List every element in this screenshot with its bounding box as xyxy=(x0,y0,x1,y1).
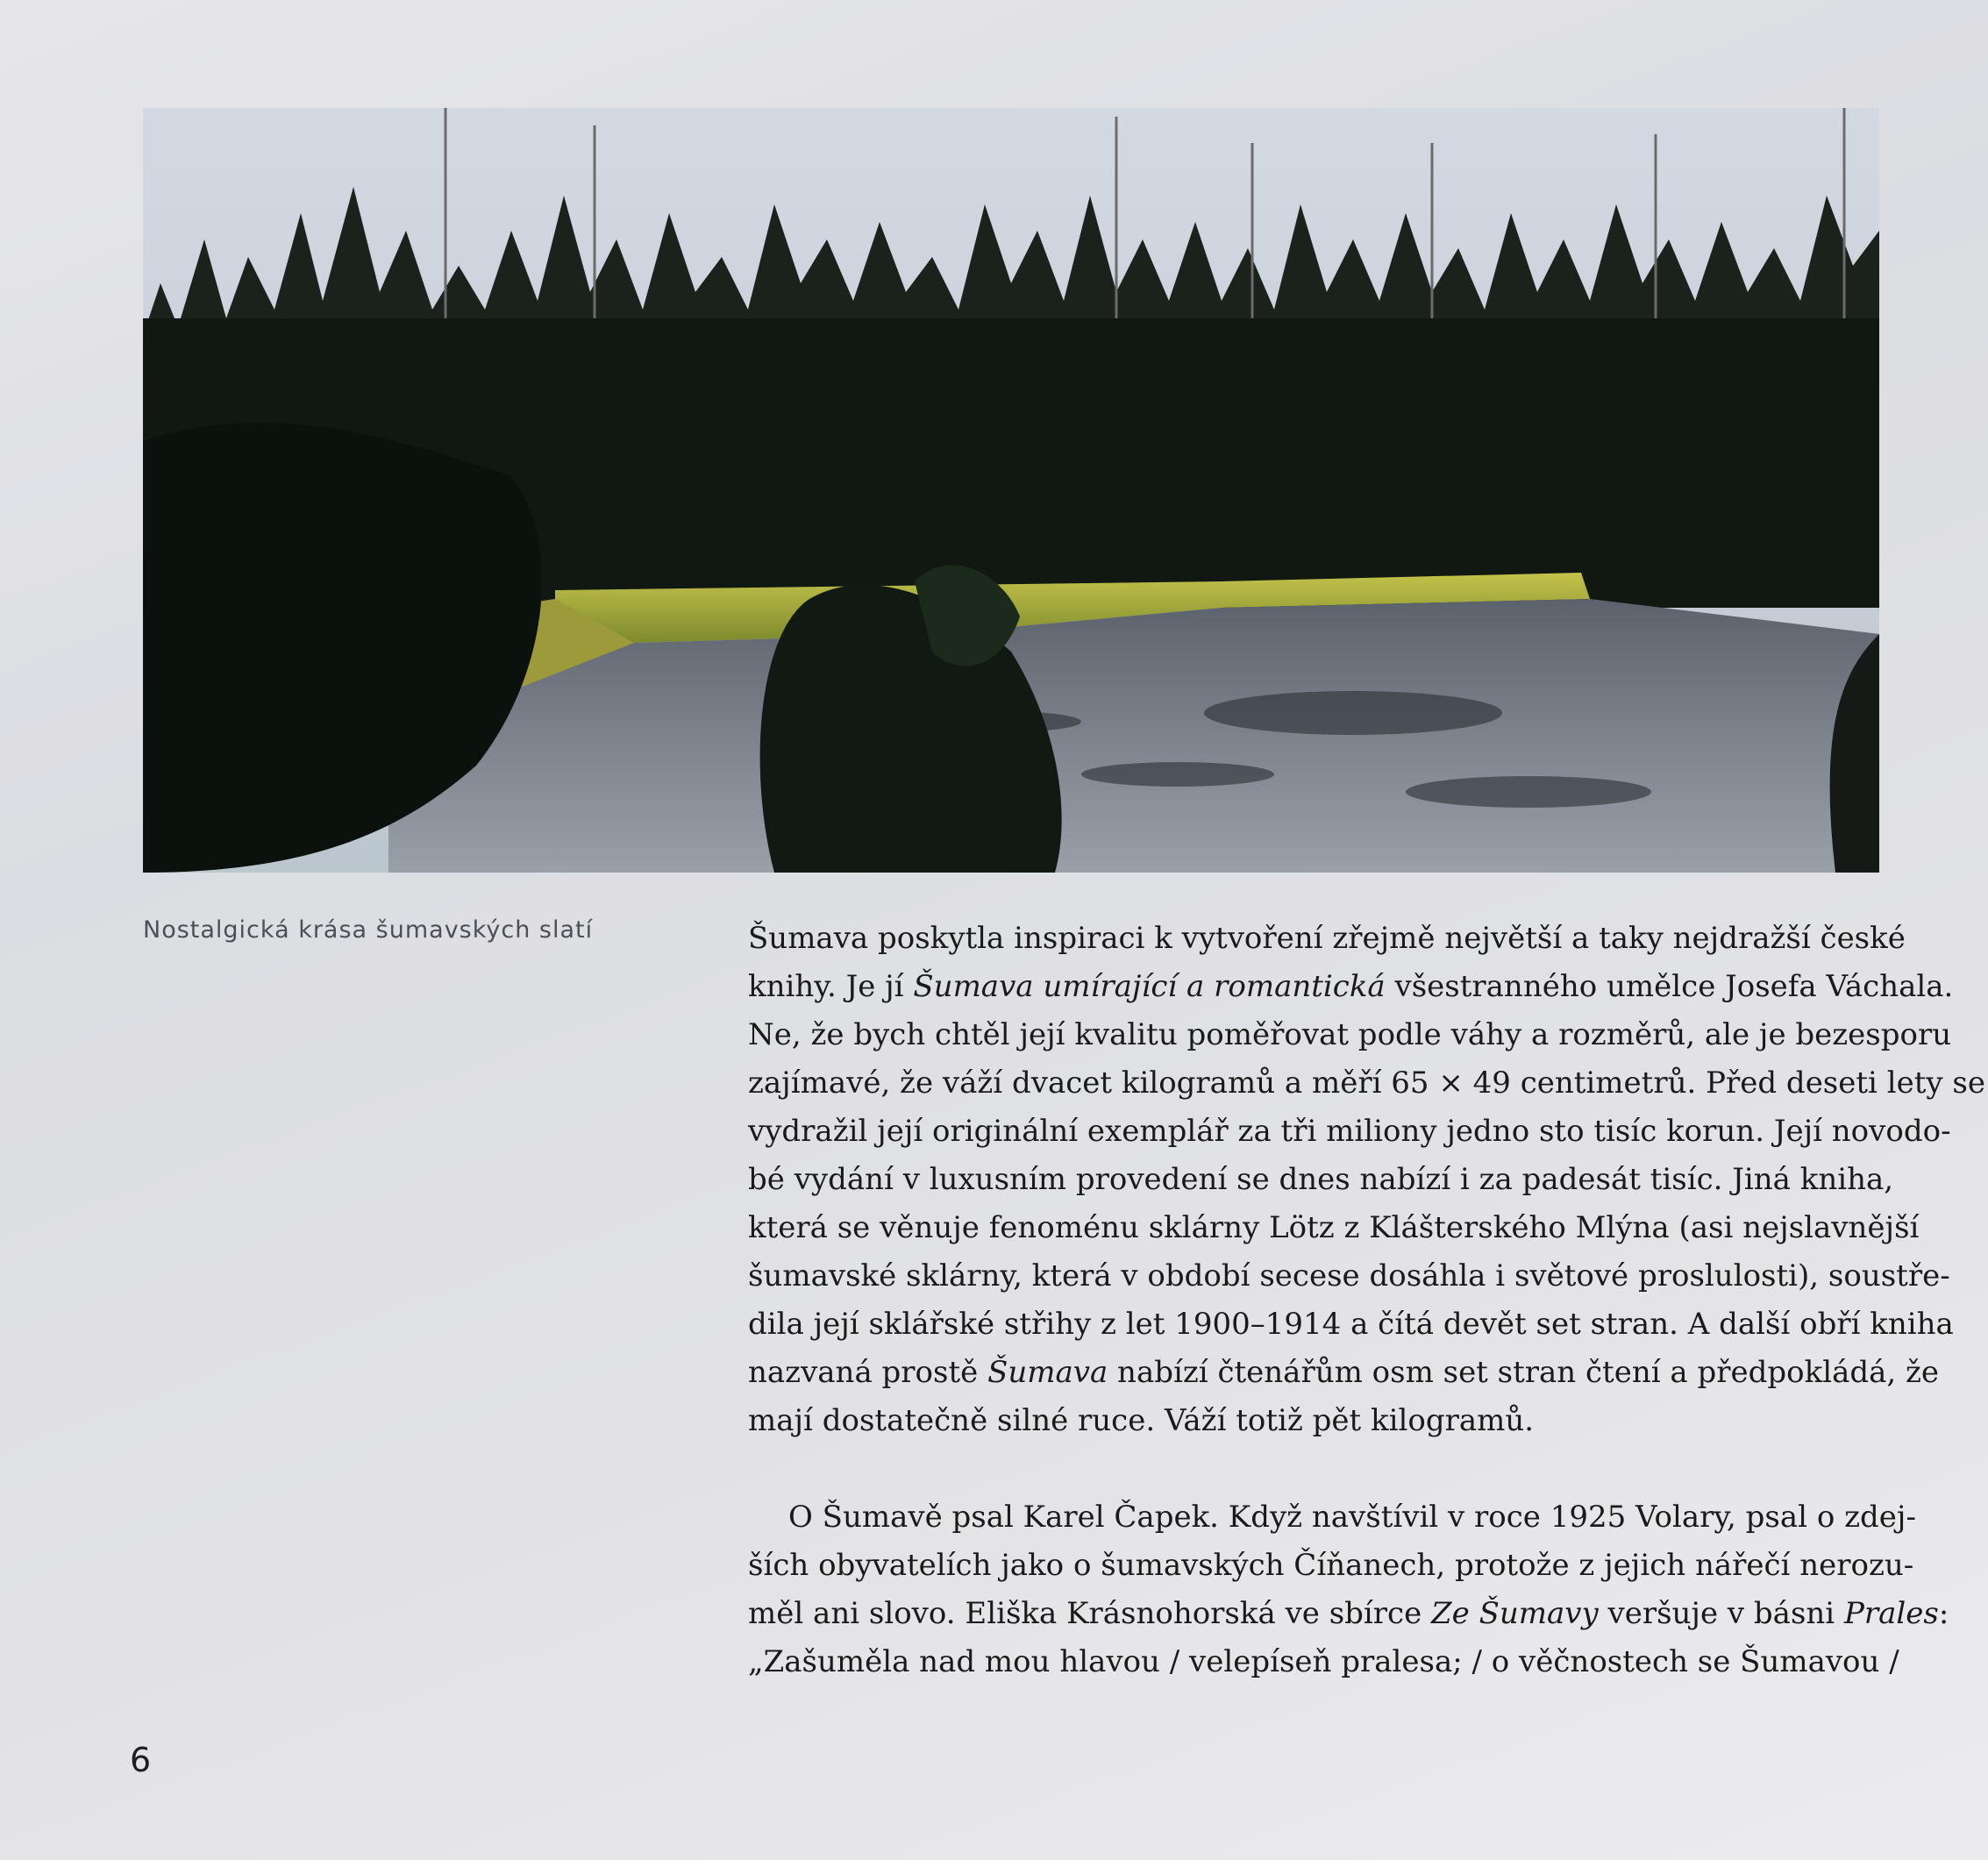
text-line: „Zašuměla nad mou hlavou / velepíseň pralesa; / o věčnostech se Šumavou / xyxy=(748,1644,1899,1679)
paragraph-gap xyxy=(748,1445,1879,1493)
book-title: Šumava xyxy=(987,1355,1108,1390)
book-title: Šumava umírající a romantická xyxy=(913,969,1386,1004)
text-line: dila její sklářské střihy z let 1900–1914 a čítá devět set stran. A další obří kniha xyxy=(748,1307,1954,1342)
text-line: mají dostatečně silné ruce. Váží totiž pět kilogramů. xyxy=(748,1403,1535,1438)
book-title: Ze Šumavy xyxy=(1431,1596,1599,1631)
text-line: Šumava poskytla inspiraci k vytvoření zřejmě největší a taky nejdražší české xyxy=(748,921,1906,956)
body-text xyxy=(748,915,1985,1686)
text-line: měl ani slovo. Eliška Krásnohorská ve sbírce Ze Šumavy veršuje v básni Prales: xyxy=(748,1596,1949,1631)
bog-landscape-illustration xyxy=(143,108,1879,873)
text-line: O Šumavě psal Karel Čapek. Když navštívil v roce 1925 Volary, psal o zdej- xyxy=(788,1500,1916,1535)
text-line: zajímavé, že váží dvacet kilogramů a měří 65 × 49 centimetrů. Před deseti lety se xyxy=(748,1065,1985,1101)
text-line: knihy. Je jí Šumava umírající a romantická všestranného umělce Josefa Váchala. xyxy=(748,969,1954,1004)
text-line: která se věnuje fenoménu sklárny Lötz z Klášterského Mlýna (asi nejslavnější xyxy=(748,1210,1920,1245)
poem-title: Prales xyxy=(1843,1596,1939,1631)
text-line: Ne, že bych chtěl její kvalitu poměřovat podle váhy a rozměrů, ale je bezesporu xyxy=(748,1017,1952,1052)
photo-caption: Nostalgická krása šumavských slatí xyxy=(143,916,594,944)
text-line: bé vydání v luxusním provedení se dnes nabízí i za padesát tisíc. Jiná kniha, xyxy=(748,1162,1894,1197)
landscape-photo xyxy=(143,108,1879,873)
text-line: šumavské sklárny, která v období secese dosáhla i světové proslulosti), soustře- xyxy=(748,1258,1950,1293)
text-line: vydražil její originální exemplář za tři miliony jedno sto tisíc korun. Její novodo- xyxy=(748,1114,1951,1149)
text-line: ších obyvatelích jako o šumavských Číňanech, protože z jejich nářečí nerozu- xyxy=(748,1548,1914,1583)
text-line: nazvaná prostě Šumava nabízí čtenářům osm set stran čtení a předpokládá, že xyxy=(748,1355,1940,1390)
page-number: 6 xyxy=(130,1741,152,1779)
